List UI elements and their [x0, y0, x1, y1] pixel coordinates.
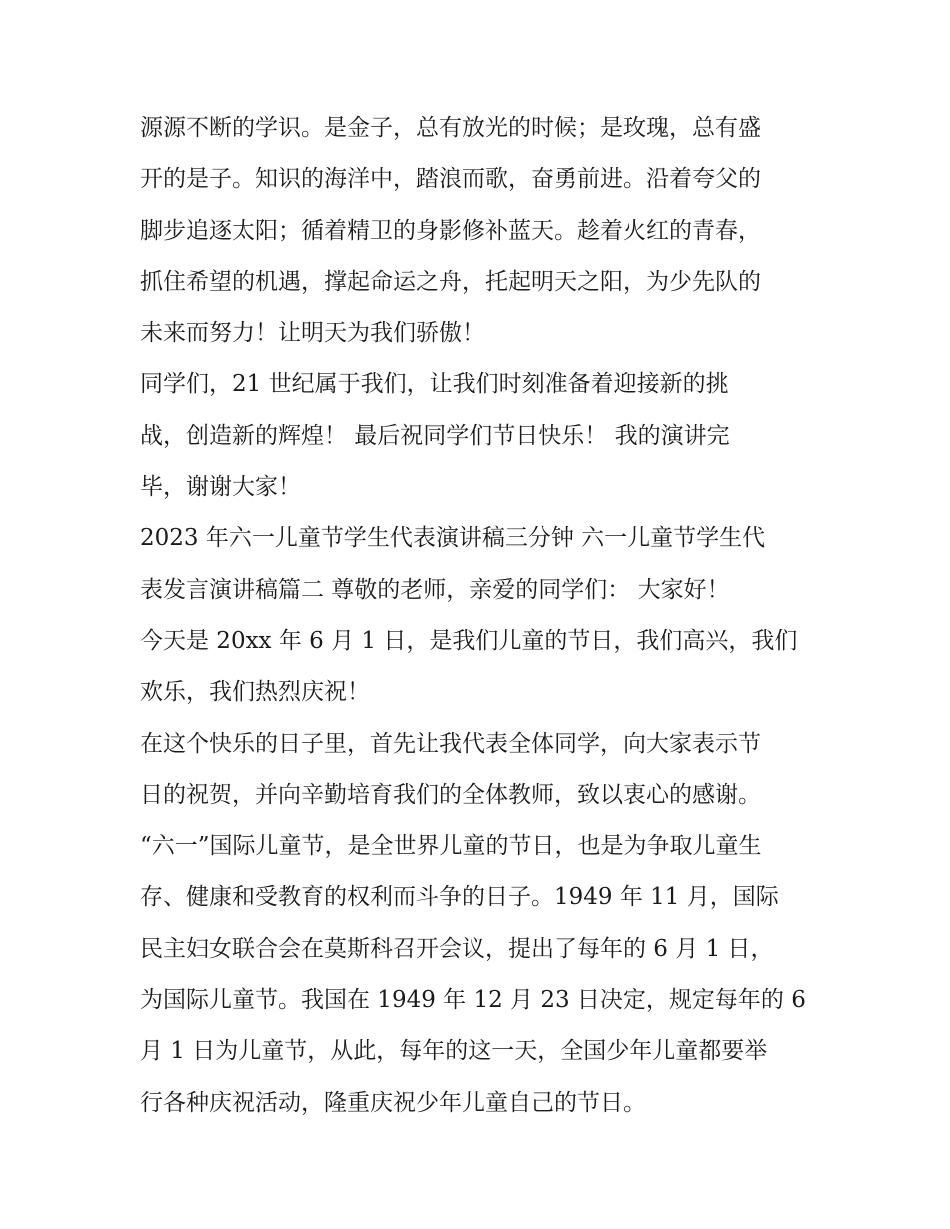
text-line: 未来而努力！让明天为我们骄傲！	[140, 320, 485, 347]
text-line: 在这个快乐的日子里，首先让我代表全体同学，向大家表示节	[140, 730, 761, 757]
text-line: 今天是 20xx 年 6 月 1 日，是我们儿童的节日，我们高兴，我们	[140, 627, 798, 654]
text-line: 战，创造新的辉煌！ 最后祝同学们节日快乐！ 我的演讲完	[140, 422, 730, 449]
text-line: 日的祝贺，并向辛勤培育我们的全体教师，致以衷心的感谢。	[140, 781, 761, 808]
text-line: 行各种庆祝活动，隆重庆祝少年儿童自己的节日。	[140, 1089, 646, 1116]
text-line: 脚步追逐太阳；循着精卫的身影修补蓝天。趁着火红的青春，	[140, 217, 761, 244]
text-line: 为国际儿童节。我国在 1949 年 12 月 23 日决定，规定每年的 6	[140, 987, 806, 1014]
text-line: 存、健康和受教育的权利而斗争的日子。1949 年 11 月，国际	[140, 884, 779, 911]
text-line: 欢乐，我们热烈庆祝！	[140, 679, 370, 706]
text-line: 表发言演讲稿篇二 尊敬的老师，亲爱的同学们： 大家好！	[140, 576, 730, 603]
text-line: 源源不断的学识。是金子，总有放光的时候；是玫瑰，总有盛	[140, 115, 761, 141]
text-line: 开的是子。知识的海洋中，踏浪而歌，奋勇前进。沿着夸父的	[140, 166, 761, 193]
text-line: 同学们，21 世纪属于我们，让我们时刻准备着迎接新的挑	[140, 371, 729, 398]
text-line: 月 1 日为儿童节，从此，每年的这一天，全国少年儿童都要举	[140, 1038, 768, 1065]
body-text	[140, 103, 820, 1129]
text-line: “六一”国际儿童节，是全世界儿童的节日，也是为争取儿童生	[140, 833, 762, 860]
text-line: 毕，谢谢大家！	[140, 474, 301, 501]
text-line: 抓住希望的机遇，撑起命运之舟，托起明天之阳，为少先队的	[140, 268, 761, 295]
text-line: 民主妇女联合会在莫斯科召开会议，提出了每年的 6 月 1 日，	[140, 935, 774, 962]
text-line: 2023 年六一儿童节学生代表演讲稿三分钟 六一儿童节学生代	[140, 525, 766, 552]
